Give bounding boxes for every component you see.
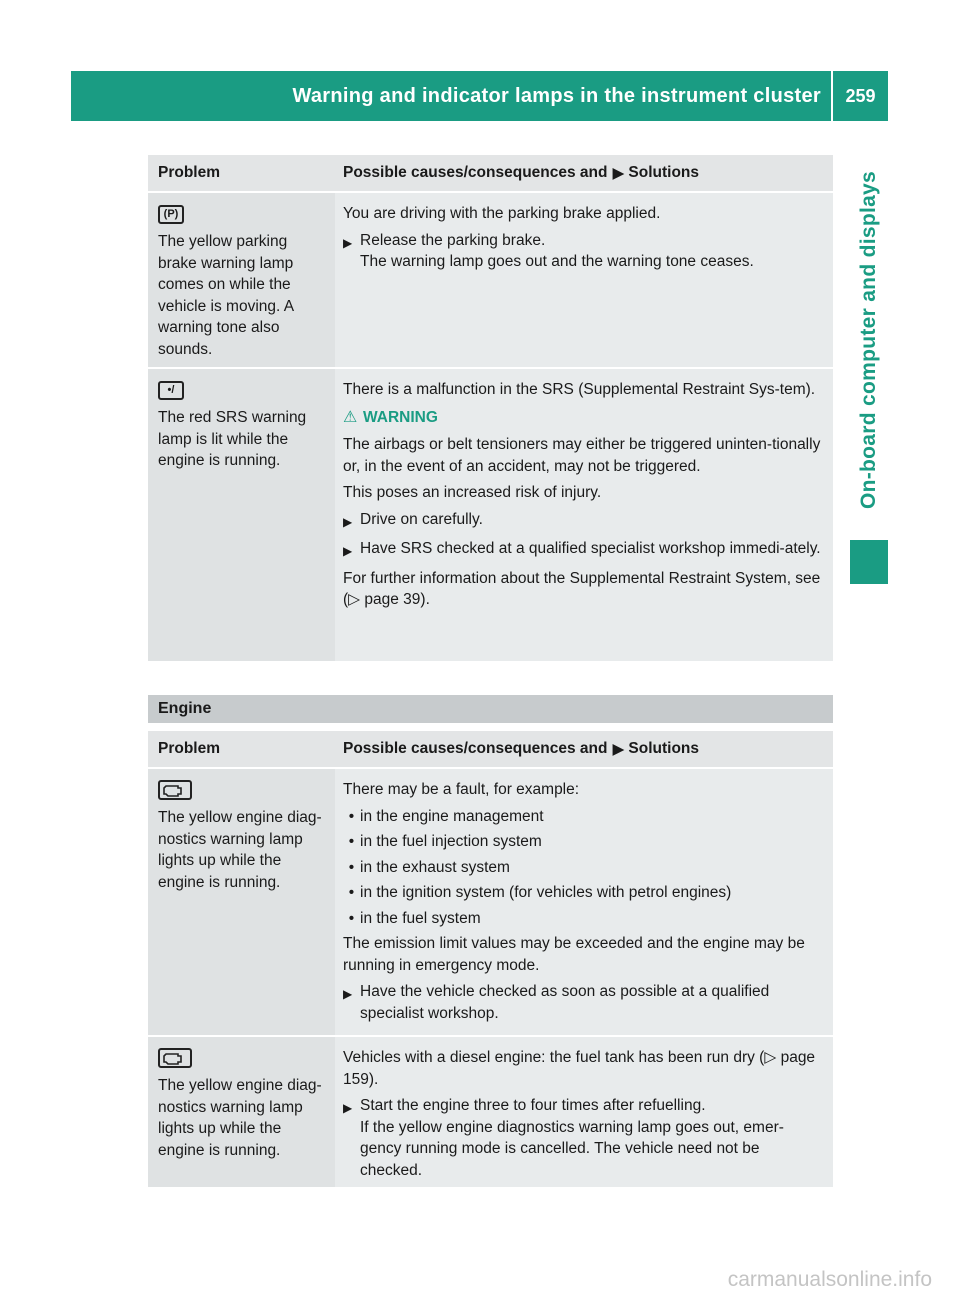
list-item: • in the fuel injection system: [348, 833, 542, 850]
table-row: [148, 367, 833, 661]
note-text: The emission limit values may be exceeded and the engine may be running in emergency mode.: [343, 935, 805, 974]
further-info-text: For further information about the Supplemental Restraint System, see (▷ page 39).: [343, 569, 821, 608]
table-header-row: [148, 155, 833, 191]
action-item: ▶ Have the vehicle checked as soon as possible at a qualified specialist workshop.: [343, 981, 825, 1024]
action-item: ▶ Release the parking brake. The warning lamp goes out and the warning tone ceases.: [343, 230, 825, 273]
column-header-problem: Problem: [148, 155, 335, 191]
list-item: • in the fuel system: [348, 909, 481, 927]
parking-brake-icon: (P): [158, 205, 184, 224]
srs-airbag-icon: •/: [158, 381, 184, 400]
table-header-row: [148, 731, 833, 767]
problem-text: The yellow engine diag-nostics warning lamp lights up while the engine is running.: [158, 1077, 322, 1159]
list-item: • in the ignition system (for vehicles with petrol engines): [348, 884, 732, 901]
engine-diagnostics-icon: [158, 1048, 192, 1068]
warning-text: The airbags or belt tensioners may either be triggered uninten-tionally or, in the event of an accident, may not be triggered.: [343, 436, 821, 475]
warning-table-engine: [148, 731, 833, 1187]
action-arrow-icon: ▶: [343, 1101, 353, 1115]
action-arrow-icon: ▶: [343, 987, 353, 1001]
triangle-right-icon: ▶: [612, 740, 625, 758]
action-item: ▶ Start the engine three to four times after refuelling. If the yellow engine diagnostics warning lamp goes out, emer-gency running mode is cancelled. The vehicle need not be checked.: [343, 1095, 825, 1181]
cause-text: There is a malfunction in the SRS (Supplemental Restraint Sys-tem).: [343, 381, 816, 398]
action-item: ▶ Have SRS checked at a qualified specialist workshop immedi-ately.: [343, 538, 825, 563]
warning-heading: ⚠ WARNING: [343, 407, 825, 429]
cause-text: You are driving with the parking brake applied.: [343, 205, 661, 222]
table-row: [148, 191, 833, 367]
warning-triangle-icon: ⚠: [343, 408, 358, 426]
problem-text: The red SRS warning lamp is lit while the engine is running.: [158, 409, 307, 469]
table-row: [148, 1035, 833, 1187]
column-header-solutions: Possible causes/consequences and ▶ Solutions: [335, 731, 833, 767]
risk-text: This poses an increased risk of injury.: [343, 484, 602, 501]
side-chapter-label: On-board computer and displays: [857, 170, 880, 510]
side-chapter-tab: [850, 150, 888, 530]
column-header-solutions: Possible causes/consequences and ▶ Solutions: [335, 155, 833, 191]
action-item: ▶ Drive on carefully.: [343, 509, 825, 534]
cause-intro-text: There may be a fault, for example:: [343, 781, 580, 798]
problem-text: The yellow parking brake warning lamp comes on while the vehicle is moving. A warning tone also sounds.: [158, 233, 294, 358]
watermark: carmanualsonline.info: [727, 1268, 932, 1291]
action-arrow-icon: ▶: [343, 235, 353, 250]
action-arrow-icon: ▶: [343, 544, 353, 558]
page-title: Warning and indicator lamps in the instrument cluster: [292, 84, 821, 107]
list-item: • in the exhaust system: [348, 858, 510, 876]
table-row: [148, 767, 833, 1035]
warning-table-brakes-srs: [148, 155, 833, 661]
list-item: • in the engine management: [348, 807, 544, 825]
problem-text: The yellow engine diag-nostics warning lamp lights up while the engine is running.: [158, 809, 322, 891]
column-header-problem: Problem: [148, 731, 335, 767]
triangle-right-icon: ▶: [612, 164, 625, 182]
action-arrow-icon: ▶: [343, 514, 353, 529]
side-chapter-block: [850, 540, 888, 584]
page-number: 259: [845, 85, 876, 106]
section-heading-engine: Engine: [148, 695, 833, 723]
engine-diagnostics-icon: [158, 780, 192, 800]
cause-text: Vehicles with a diesel engine: the fuel tank has been run dry (▷ page 159).: [343, 1049, 816, 1088]
